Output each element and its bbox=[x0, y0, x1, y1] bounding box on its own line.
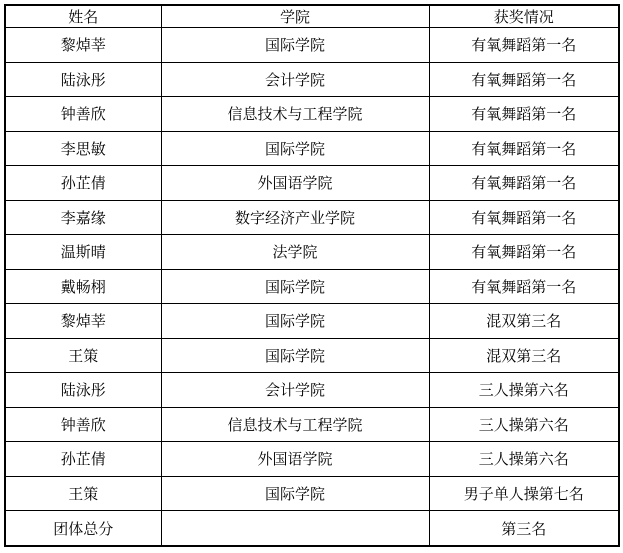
college-cell: 法学院 bbox=[161, 235, 429, 270]
college-cell: 国际学院 bbox=[161, 269, 429, 304]
award-cell: 男子单人操第七名 bbox=[429, 476, 619, 511]
award-cell: 第三名 bbox=[429, 511, 619, 547]
table-row bbox=[5, 304, 619, 339]
table-row bbox=[5, 97, 619, 132]
table-row bbox=[5, 373, 619, 408]
table-row bbox=[5, 200, 619, 235]
award-cell: 混双第三名 bbox=[429, 338, 619, 373]
award-cell: 有氧舞蹈第一名 bbox=[429, 269, 619, 304]
award-cell: 三人操第六名 bbox=[429, 407, 619, 442]
award-cell: 有氧舞蹈第一名 bbox=[429, 131, 619, 166]
college-cell: 外国语学院 bbox=[161, 166, 429, 201]
table-row bbox=[5, 338, 619, 373]
college-cell: 会计学院 bbox=[161, 62, 429, 97]
name-cell: 李思敏 bbox=[5, 131, 161, 166]
table-row bbox=[5, 442, 619, 477]
college-cell: 国际学院 bbox=[161, 131, 429, 166]
header-cell-name: 姓名 bbox=[5, 5, 161, 28]
header-cell-college: 学院 bbox=[161, 5, 429, 28]
college-cell: 会计学院 bbox=[161, 373, 429, 408]
table-row bbox=[5, 62, 619, 97]
name-cell: 王策 bbox=[5, 338, 161, 373]
award-cell: 有氧舞蹈第一名 bbox=[429, 28, 619, 63]
name-cell: 陆泳彤 bbox=[5, 373, 161, 408]
awards-table bbox=[4, 4, 620, 547]
college-cell: 外国语学院 bbox=[161, 442, 429, 477]
name-cell: 陆泳彤 bbox=[5, 62, 161, 97]
award-cell: 有氧舞蹈第一名 bbox=[429, 166, 619, 201]
table-row bbox=[5, 235, 619, 270]
name-cell: 温斯晴 bbox=[5, 235, 161, 270]
name-cell: 李嘉缘 bbox=[5, 200, 161, 235]
table-row bbox=[5, 269, 619, 304]
award-cell: 三人操第六名 bbox=[429, 373, 619, 408]
header-cell-award: 获奖情况 bbox=[429, 5, 619, 28]
name-cell: 黎焯莘 bbox=[5, 28, 161, 63]
table-row bbox=[5, 407, 619, 442]
college-cell: 国际学院 bbox=[161, 28, 429, 63]
award-cell: 有氧舞蹈第一名 bbox=[429, 235, 619, 270]
table-row bbox=[5, 511, 619, 547]
name-cell: 王策 bbox=[5, 476, 161, 511]
name-cell: 孙芷倩 bbox=[5, 442, 161, 477]
name-cell: 黎焯莘 bbox=[5, 304, 161, 339]
name-cell: 钟善欣 bbox=[5, 97, 161, 132]
award-cell: 混双第三名 bbox=[429, 304, 619, 339]
college-cell: 国际学院 bbox=[161, 476, 429, 511]
table-body bbox=[5, 28, 619, 547]
table-row bbox=[5, 28, 619, 63]
college-cell: 数字经济产业学院 bbox=[161, 200, 429, 235]
table-row bbox=[5, 131, 619, 166]
name-cell: 钟善欣 bbox=[5, 407, 161, 442]
table-row bbox=[5, 476, 619, 511]
college-cell bbox=[161, 511, 429, 547]
college-cell: 国际学院 bbox=[161, 304, 429, 339]
college-cell: 信息技术与工程学院 bbox=[161, 407, 429, 442]
table-row bbox=[5, 166, 619, 201]
award-cell: 三人操第六名 bbox=[429, 442, 619, 477]
award-cell: 有氧舞蹈第一名 bbox=[429, 200, 619, 235]
award-cell: 有氧舞蹈第一名 bbox=[429, 97, 619, 132]
table-header-row bbox=[5, 5, 619, 28]
name-cell: 孙芷倩 bbox=[5, 166, 161, 201]
name-cell: 戴畅栩 bbox=[5, 269, 161, 304]
college-cell: 信息技术与工程学院 bbox=[161, 97, 429, 132]
award-cell: 有氧舞蹈第一名 bbox=[429, 62, 619, 97]
name-cell: 团体总分 bbox=[5, 511, 161, 547]
college-cell: 国际学院 bbox=[161, 338, 429, 373]
